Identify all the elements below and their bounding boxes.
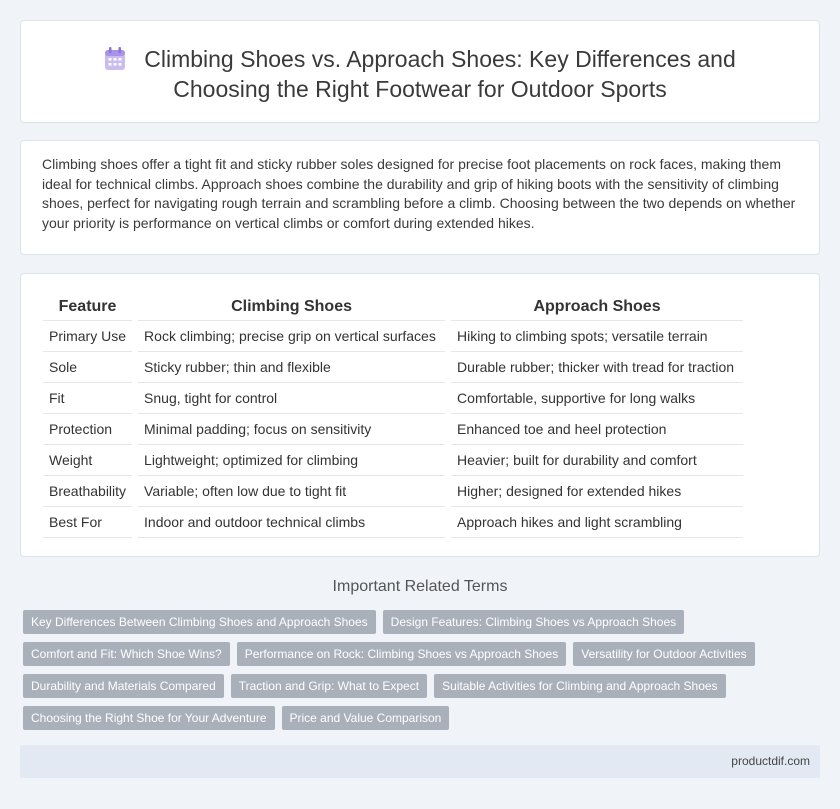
related-term-tag[interactable]: Key Differences Between Climbing Shoes and Approach Shoes <box>23 610 376 634</box>
comparison-card <box>20 273 820 557</box>
page-title <box>21 44 819 104</box>
table-cell: Approach hikes and light scrambling <box>448 506 743 537</box>
related-term-tag[interactable]: Performance on Rock: Climbing Shoes vs Approach Shoes <box>237 642 567 666</box>
table-cell: Minimal padding; focus on sensitivity <box>135 413 448 444</box>
table-cell: Higher; designed for extended hikes <box>448 475 743 506</box>
table-cell: Comfortable, supportive for long walks <box>448 382 743 413</box>
footer <box>20 745 820 778</box>
header-climbing-shoes: Climbing Shoes <box>135 294 448 320</box>
table-cell: Hiking to climbing spots; versatile terrain <box>448 320 743 351</box>
calendar-icon <box>104 47 126 71</box>
related-term-tag[interactable]: Design Features: Climbing Shoes vs Approach Shoes <box>383 610 685 634</box>
table-row <box>43 382 743 413</box>
table-cell: Lightweight; optimized for climbing <box>135 444 448 475</box>
table-cell: Weight <box>43 444 135 475</box>
page-title-text: Climbing Shoes vs. Approach Shoes: Key Differences and Choosing the Right Footwear for Outdoor Sports <box>144 46 736 102</box>
intro-card <box>20 140 820 255</box>
table-cell: Primary Use <box>43 320 135 351</box>
footer-site-link[interactable]: productdif.com <box>731 754 810 768</box>
table-cell: Rock climbing; precise grip on vertical surfaces <box>135 320 448 351</box>
tag-row <box>23 610 813 634</box>
related-term-tag[interactable]: Suitable Activities for Climbing and Approach Shoes <box>434 674 726 698</box>
related-term-tag[interactable]: Traction and Grip: What to Expect <box>231 674 427 698</box>
table-cell: Snug, tight for control <box>135 382 448 413</box>
table-cell: Indoor and outdoor technical climbs <box>135 506 448 537</box>
table-cell: Breathability <box>43 475 135 506</box>
table-row <box>43 351 743 382</box>
table-cell: Best For <box>43 506 135 537</box>
table-cell: Sticky rubber; thin and flexible <box>135 351 448 382</box>
table-row <box>43 320 743 351</box>
tag-row <box>23 674 813 698</box>
table-cell: Sole <box>43 351 135 382</box>
table-cell: Protection <box>43 413 135 444</box>
header-approach-shoes: Approach Shoes <box>448 294 743 320</box>
table-cell: Durable rubber; thicker with tread for traction <box>448 351 743 382</box>
related-term-tag[interactable]: Durability and Materials Compared <box>23 674 224 698</box>
header-feature: Feature <box>43 294 135 320</box>
tag-row <box>23 642 813 666</box>
related-term-tag[interactable]: Choosing the Right Shoe for Your Adventure <box>23 706 275 730</box>
title-card <box>20 20 820 123</box>
table-row <box>43 475 743 506</box>
table-row <box>43 506 743 537</box>
related-term-tag[interactable]: Comfort and Fit: Which Shoe Wins? <box>23 642 230 666</box>
table-cell: Variable; often low due to tight fit <box>135 475 448 506</box>
table-row <box>43 413 743 444</box>
tag-row <box>23 706 813 730</box>
table-header-row <box>43 294 743 320</box>
table-cell: Heavier; built for durability and comfort <box>448 444 743 475</box>
table-cell: Enhanced toe and heel protection <box>448 413 743 444</box>
related-term-tag[interactable]: Versatility for Outdoor Activities <box>573 642 754 666</box>
intro-paragraph: Climbing shoes offer a tight fit and sticky rubber soles designed for precise foot placements on rock faces, making them ideal for technical climbs. Approach shoes combine the durability and grip of hiking boots with the sensitivity of climbing shoes, perfect for navigating rough terrain and scrambling before a climb. Choosing between the two depends on whether your priority is performance on vertical climbs or comfort during extended hikes. <box>42 156 796 231</box>
related-terms-title: Important Related Terms <box>332 578 508 595</box>
related-term-tag[interactable]: Price and Value Comparison <box>282 706 450 730</box>
table-cell: Fit <box>43 382 135 413</box>
comparison-table <box>43 294 743 538</box>
table-row <box>43 444 743 475</box>
related-terms-list <box>23 610 813 738</box>
